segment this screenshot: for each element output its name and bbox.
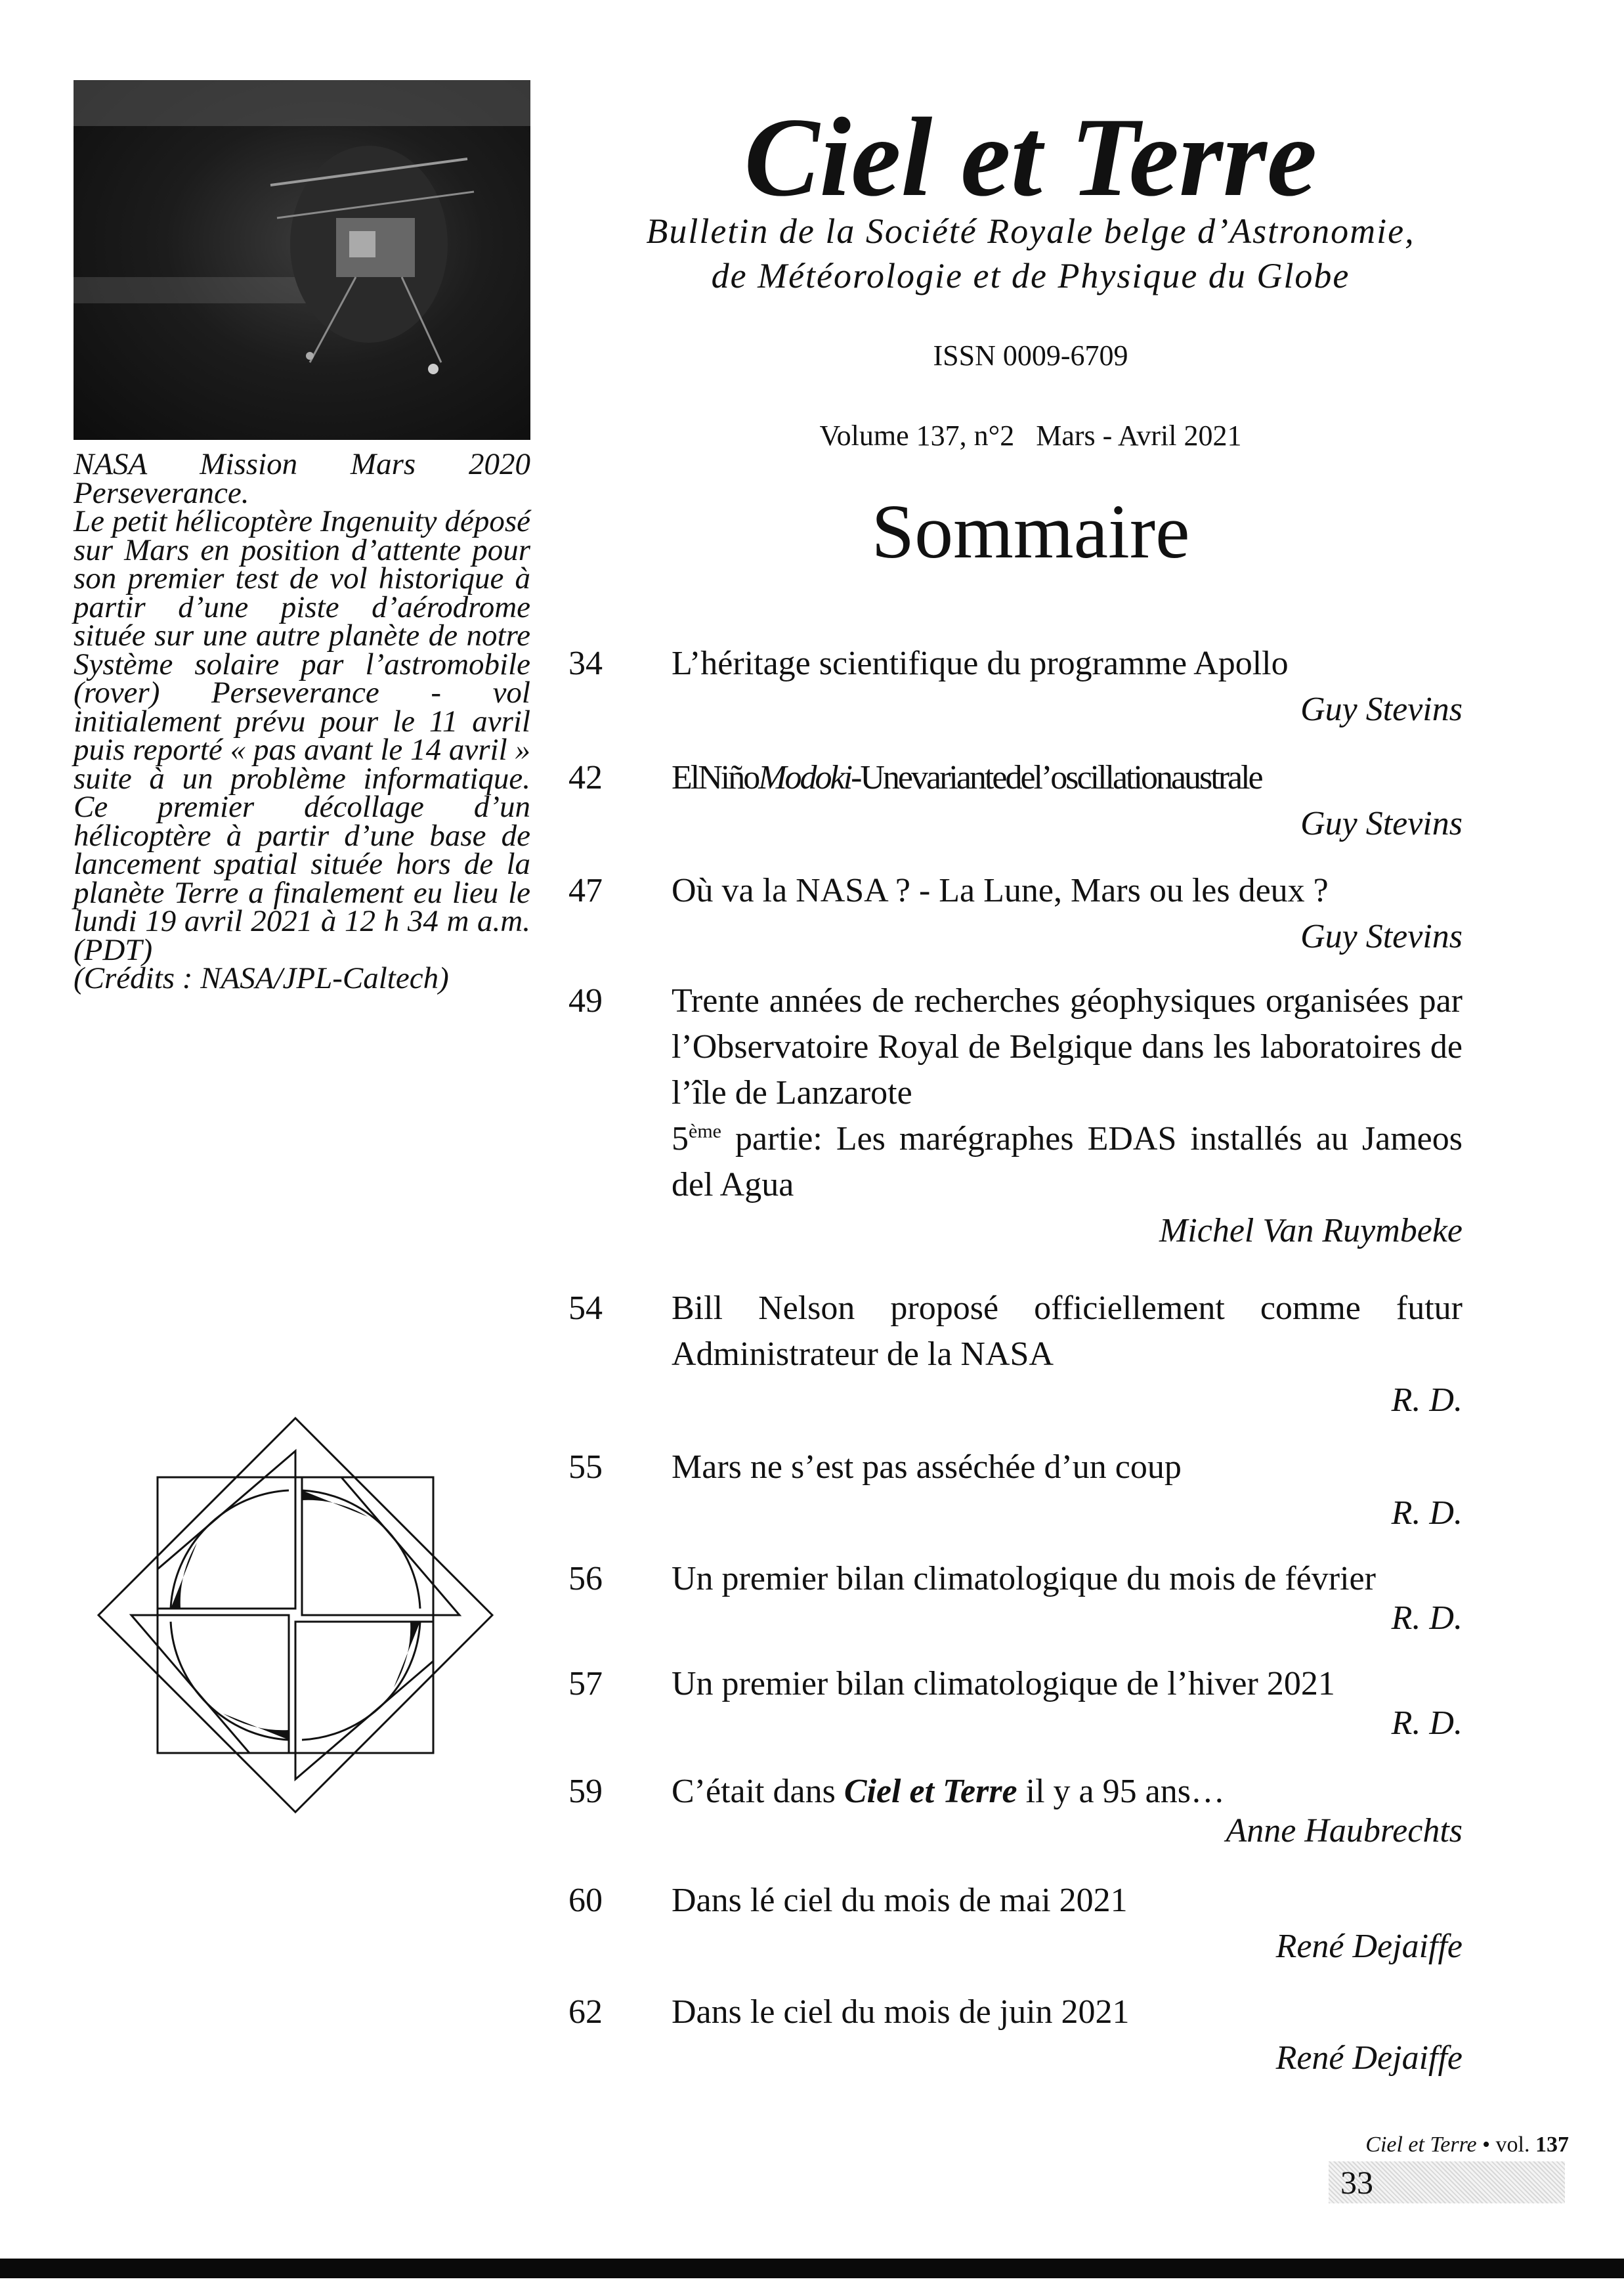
footer-vol-number: 137: [1535, 2132, 1569, 2157]
toc-entry: [568, 1286, 1463, 1423]
toc-title: Un premier bilan climatologique du mois de février: [672, 1560, 1376, 1597]
toc-entry: [568, 755, 1463, 847]
scan-edge: [0, 2259, 1624, 2278]
subtitle-line-2: de Météorologie et de Physique du Globe: [711, 256, 1350, 295]
toc-author: Guy Stevins: [1300, 805, 1463, 842]
toc-sub-num: 5: [672, 1120, 689, 1158]
toc-author: R. D.: [1391, 1704, 1463, 1742]
journal-subtitle: [565, 209, 1497, 298]
caption-line: Le petit hélicoptère Ingenuity déposé sur Mars en position d’attente pour son premier test de vol historique à partir d’une piste d’aérodrome située sur une autre planète de notre Système solaire par l’astromobile (rover) Perseverance - vol initialement prévu pour le 11 avril puis reporté « pas avant le 14 avril » suite à un problème informatique. Ce premier décollage d’un hélicoptère à partir d’une base de lancement spatial située hors de la planète Terre a finalement eu lieu le lundi 19 avril 2021 à 12 h 34 m a.m. (PDT): [74, 504, 530, 967]
toc-subtitle: [672, 1116, 1463, 1208]
toc-entry: [568, 868, 1463, 960]
toc-page-number: 42: [568, 759, 603, 796]
toc-page-number: 62: [568, 1993, 603, 2031]
running-footer: [1313, 2132, 1569, 2157]
issn: ISSN 0009-6709: [933, 339, 1128, 372]
toc-entry: [568, 978, 1463, 1254]
caption-line: NASA Mission Mars 2020: [74, 447, 530, 481]
toc-page-number: 60: [568, 1882, 603, 1919]
footer-bullet: •: [1476, 2132, 1496, 2157]
toc-title-italic: Modoki: [758, 759, 851, 796]
toc-title-part: C’était dans: [672, 1773, 844, 1810]
toc-sub-sup: ème: [689, 1120, 721, 1142]
mars-helicopter-photo-icon: [74, 80, 530, 440]
toc-entry: [568, 1661, 1463, 1746]
toc-title: L’héritage scientifique du programme Apollo: [672, 645, 1289, 682]
toc-sub-text: partie: Les marégraphes EDAS installés au Jameos del Agua: [672, 1120, 1463, 1203]
photo-caption: [74, 447, 530, 995]
toc-title: Un premier bilan climatologique de l’hiver 2021: [672, 1665, 1335, 1702]
toc-title: Mars ne s’est pas asséchée d’un coup: [672, 1448, 1182, 1486]
toc-title: Bill Nelson proposé officiellement comme futur Administrateur de la NASA: [672, 1289, 1463, 1373]
page-number: 33: [1329, 2161, 1565, 2203]
toc-page-number: 49: [568, 982, 603, 1020]
toc-author: R. D.: [1391, 1494, 1463, 1532]
toc-title: Dans lé ciel du mois de mai 2021: [672, 1882, 1128, 1919]
toc-entry: [568, 1444, 1463, 1536]
journal-title: Ciel et Terre: [744, 95, 1317, 220]
toc-title: Trente années de recherches géophysiques organisées par l’Observatoire Royal de Belgique dans les laboratoires de l’île de Lanzarote: [672, 982, 1463, 1112]
toc-author: Guy Stevins: [1300, 691, 1463, 728]
toc-author: Guy Stevins: [1300, 918, 1463, 955]
toc-entry: [568, 1989, 1463, 2081]
toc-title: Dans le ciel du mois de juin 2021: [672, 1993, 1130, 2031]
toc-page-number: 59: [568, 1773, 603, 1810]
toc-title-part: -Unevariantedel’oscillationaustrale: [851, 759, 1262, 796]
cover-photo: [74, 80, 530, 440]
toc-author: René Dejaiffe: [1275, 2039, 1463, 2077]
footer-journal: Ciel et Terre: [1365, 2132, 1477, 2157]
subtitle-line-1: Bulletin de la Société Royale belge d’Astronomie,: [646, 211, 1415, 251]
toc-author: René Dejaiffe: [1275, 1928, 1463, 1965]
toc-title-part: il y a 95 ans…: [1017, 1773, 1225, 1810]
toc-entry: [568, 1556, 1463, 1641]
toc-page-number: 54: [568, 1289, 603, 1327]
toc-author: Michel Van Ruymbeke: [1159, 1212, 1463, 1249]
toc-page-number: 34: [568, 645, 603, 682]
toc-page-number: 56: [568, 1560, 603, 1597]
society-logo-icon: [92, 1412, 499, 1819]
toc-entry: [568, 641, 1463, 733]
page-heading: Sommaire: [871, 488, 1190, 574]
toc-entry: [568, 1878, 1463, 1970]
toc-page-number: 55: [568, 1448, 603, 1486]
volume-info: Volume 137, n°2 Mars - Avril 2021: [819, 420, 1242, 452]
toc-title: [672, 755, 1463, 801]
toc-title-journal: Ciel et Terre: [844, 1773, 1017, 1810]
caption-line: Perseverance.: [74, 475, 249, 510]
toc-page-number: 57: [568, 1665, 603, 1702]
toc-entry: [568, 1769, 1463, 1854]
toc-title-part: ElNiño: [672, 759, 759, 796]
footer-vol-label: vol.: [1495, 2132, 1535, 2157]
toc-author: R. D.: [1391, 1381, 1463, 1419]
toc-author: R. D.: [1391, 1599, 1463, 1637]
toc-page-number: 47: [568, 872, 603, 909]
toc-author: Anne Haubrechts: [1226, 1812, 1463, 1850]
caption-line: (Crédits : NASA/JPL-Caltech): [74, 961, 449, 995]
toc-title: Où va la NASA ? - La Lune, Mars ou les deux ?: [672, 872, 1329, 909]
